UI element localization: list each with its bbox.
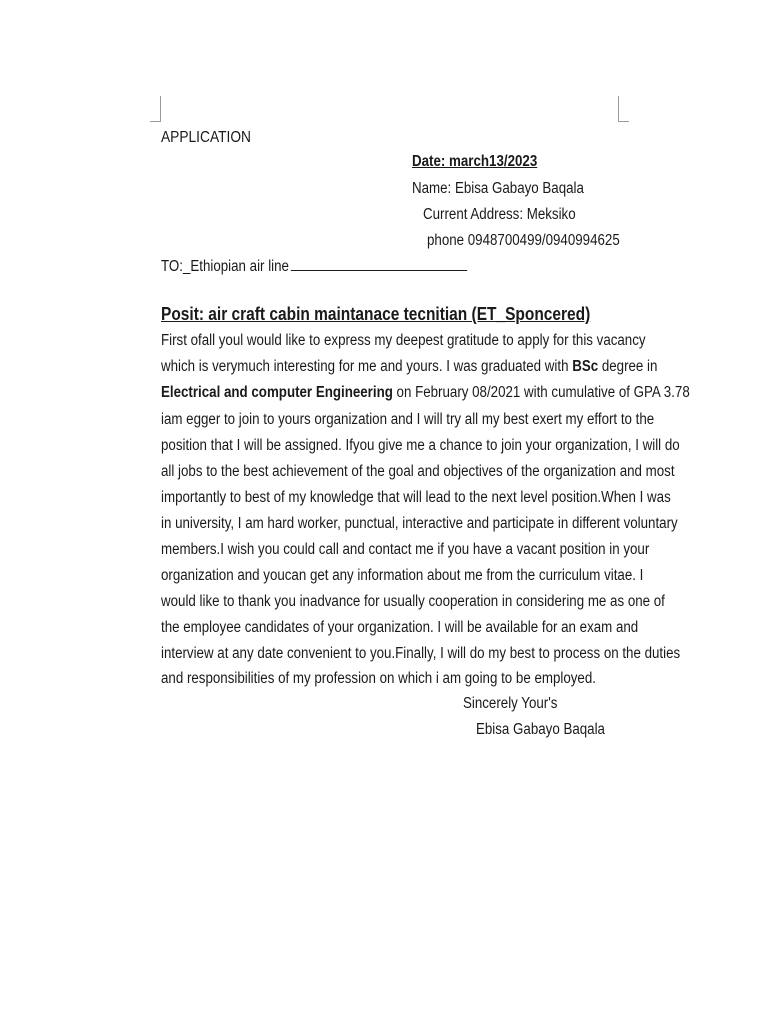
page-corner-mark-left (150, 96, 161, 122)
body-line (161, 383, 690, 403)
sender-name: Name: Ebisa Gabayo Baqala (412, 180, 584, 197)
letter-date: Date: march13/2023 (412, 153, 538, 170)
recipient-line (161, 257, 467, 277)
sender-address: Current Address: Meksiko (423, 206, 576, 223)
letter-signature: Ebisa Gabayo Baqala (476, 721, 605, 738)
body-text: on February 08/2021 with cumulative of GPA 3.78 (392, 384, 690, 401)
field-of-study-text: Electrical and computer Engineering (161, 384, 393, 401)
body-line: the employee candidates of your organization. I will be available for an exam and (161, 619, 639, 636)
body-line: interview at any date convenient to you.Finally, I will do my best to process on the duties (161, 645, 681, 662)
sender-phone: phone 0948700499/0940994625 (427, 232, 620, 249)
recipient-underline (291, 270, 467, 271)
body-line: would like to thank you inadvance for usually cooperation in considering me as one of (161, 593, 665, 610)
degree-text: BSc (572, 358, 599, 375)
body-line: in university, I am hard worker, punctual, interactive and participate in different voluntary (161, 515, 678, 532)
body-line: iam egger to join to yours organization and I will try all my best exert my effort to the (161, 411, 655, 428)
recipient-text: TO:_Ethiopian air line (161, 258, 289, 275)
body-line: position that I will be assigned. Ifyou give me a chance to join your organization, I will do (161, 437, 680, 454)
letter-heading: APPLICATION (161, 129, 251, 146)
body-text: degree in (598, 358, 658, 375)
position-title: Posit: air craft cabin maintanace tecnitian (ET_Sponcered) (161, 304, 591, 324)
body-line: and responsibilities of my profession on which i am going to be employed. (161, 670, 596, 687)
letter-closing: Sincerely Your's (463, 695, 558, 712)
body-line: all jobs to the best achievement of the goal and objectives of the organization and most (161, 463, 675, 480)
body-text: which is verymuch interesting for me and yours. I was graduated with (161, 358, 573, 375)
body-line: organization and youcan get any information about me from the curriculum vitae. I (161, 567, 644, 584)
page-corner-mark-right (618, 96, 629, 122)
body-line: First ofall youl would like to express my deepest gratitude to apply for this vacancy (161, 332, 646, 349)
body-line (161, 357, 657, 377)
body-line: importantly to best of my knowledge that will lead to the next level position.When I was (161, 489, 671, 506)
body-line: members.I wish you could call and contact me if you have a vacant position in your (161, 541, 650, 558)
